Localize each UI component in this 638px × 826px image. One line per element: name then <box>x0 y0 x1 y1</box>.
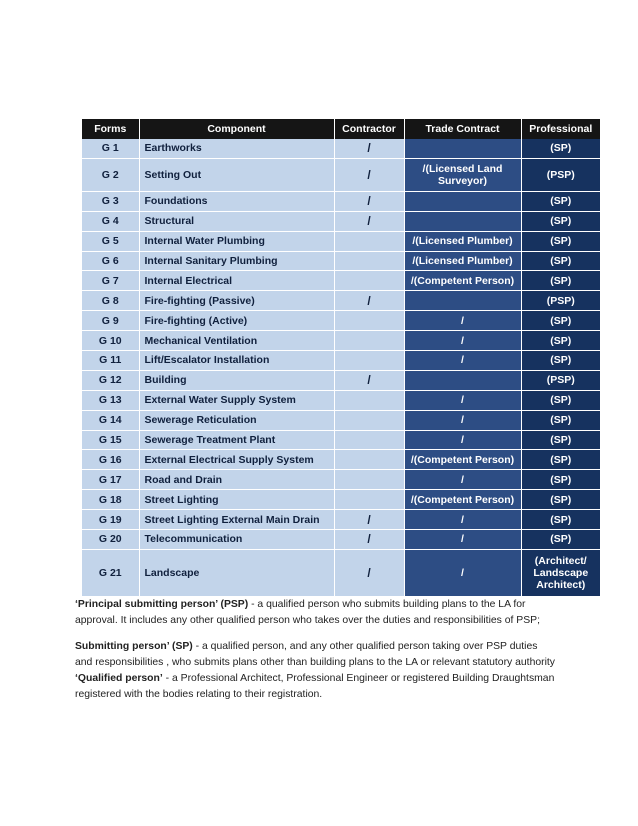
component-cell: Street Lighting <box>139 490 334 510</box>
component-cell: External Water Supply System <box>139 390 334 410</box>
component-cell: External Electrical Supply System <box>139 450 334 470</box>
professional-cell: (SP) <box>521 390 600 410</box>
trade-contract-cell: /(Licensed Plumber) <box>404 251 521 271</box>
component-cell: Setting Out <box>139 158 334 191</box>
form-cell: G 16 <box>82 450 139 470</box>
table-body <box>82 139 600 596</box>
table-row <box>82 410 600 430</box>
form-cell: G 19 <box>82 510 139 530</box>
header-trade-contract: Trade Contract <box>404 119 521 139</box>
component-cell: Structural <box>139 211 334 231</box>
contractor-cell <box>334 450 404 470</box>
forms-table-figure <box>82 119 600 591</box>
component-cell: Mechanical Ventilation <box>139 331 334 351</box>
contractor-cell <box>334 331 404 351</box>
table-row <box>82 490 600 510</box>
form-cell: G 10 <box>82 331 139 351</box>
table-row <box>82 370 600 390</box>
form-cell: G 3 <box>82 191 139 211</box>
component-cell: Foundations <box>139 191 334 211</box>
form-cell: G 17 <box>82 470 139 490</box>
component-cell: Fire-fighting (Active) <box>139 311 334 331</box>
table-row <box>82 311 600 331</box>
trade-contract-cell: /(Competent Person) <box>404 490 521 510</box>
trade-contract-cell: / <box>404 390 521 410</box>
component-cell: Earthworks <box>139 139 334 158</box>
contractor-cell: / <box>334 139 404 158</box>
trade-contract-cell <box>404 370 521 390</box>
contractor-cell: / <box>334 370 404 390</box>
sp-text: - a qualified person, and any other qualified person taking over PSP duties and responsibilities , who submits plans other than building plans to the LA or relevant statutory authority <box>75 641 555 668</box>
table-row <box>82 211 600 231</box>
table-row <box>82 291 600 311</box>
header-professional: Professional <box>521 119 600 139</box>
form-cell: G 20 <box>82 530 139 550</box>
professional-cell: (SP) <box>521 351 600 371</box>
psp-definition <box>75 597 555 629</box>
component-cell: Internal Electrical <box>139 271 334 291</box>
table-row <box>82 450 600 470</box>
sp-term: Submitting person’ (SP) <box>75 641 193 652</box>
form-cell: G 12 <box>82 370 139 390</box>
professional-cell: (SP) <box>521 231 600 251</box>
professional-cell: (SP) <box>521 331 600 351</box>
trade-contract-cell: / <box>404 470 521 490</box>
trade-contract-cell: / <box>404 549 521 596</box>
professional-cell: (PSP) <box>521 291 600 311</box>
table-row <box>82 271 600 291</box>
header-contractor: Contractor <box>334 119 404 139</box>
professional-cell: (SP) <box>521 530 600 550</box>
professional-cell: (SP) <box>521 139 600 158</box>
table-row <box>82 530 600 550</box>
component-cell: Lift/Escalator Installation <box>139 351 334 371</box>
component-cell: Street Lighting External Main Drain <box>139 510 334 530</box>
professional-cell: (Architect/ Landscape Architect) <box>521 549 600 596</box>
form-cell: G 8 <box>82 291 139 311</box>
contractor-cell: / <box>334 510 404 530</box>
trade-contract-cell: /(Licensed Land Surveyor) <box>404 158 521 191</box>
professional-cell: (SP) <box>521 470 600 490</box>
table-row <box>82 470 600 490</box>
component-cell: Telecommunication <box>139 530 334 550</box>
trade-contract-cell: / <box>404 311 521 331</box>
professional-cell: (PSP) <box>521 158 600 191</box>
trade-contract-cell: /(Competent Person) <box>404 450 521 470</box>
contractor-cell <box>334 231 404 251</box>
trade-contract-cell: /(Competent Person) <box>404 271 521 291</box>
contractor-cell <box>334 271 404 291</box>
professional-cell: (SP) <box>521 251 600 271</box>
trade-contract-cell: / <box>404 410 521 430</box>
form-cell: G 7 <box>82 271 139 291</box>
contractor-cell: / <box>334 291 404 311</box>
component-cell: Sewerage Treatment Plant <box>139 430 334 450</box>
form-cell: G 1 <box>82 139 139 158</box>
table-row <box>82 231 600 251</box>
forms-table <box>82 119 600 597</box>
contractor-cell <box>334 470 404 490</box>
trade-contract-cell: / <box>404 430 521 450</box>
header-component: Component <box>139 119 334 139</box>
contractor-cell <box>334 251 404 271</box>
professional-cell: (SP) <box>521 271 600 291</box>
contractor-cell: / <box>334 158 404 191</box>
table-header-row <box>82 119 600 139</box>
form-cell: G 4 <box>82 211 139 231</box>
sp-definition <box>75 639 555 671</box>
component-cell: Internal Sanitary Plumbing <box>139 251 334 271</box>
component-cell: Road and Drain <box>139 470 334 490</box>
contractor-cell <box>334 410 404 430</box>
contractor-cell <box>334 311 404 331</box>
form-cell: G 21 <box>82 549 139 596</box>
form-cell: G 11 <box>82 351 139 371</box>
contractor-cell: / <box>334 549 404 596</box>
trade-contract-cell: /(Licensed Plumber) <box>404 231 521 251</box>
contractor-cell: / <box>334 211 404 231</box>
table-row <box>82 549 600 596</box>
contractor-cell: / <box>334 530 404 550</box>
professional-cell: (SP) <box>521 450 600 470</box>
form-cell: G 14 <box>82 410 139 430</box>
professional-cell: (SP) <box>521 191 600 211</box>
component-cell: Internal Water Plumbing <box>139 231 334 251</box>
component-cell: Building <box>139 370 334 390</box>
contractor-cell <box>334 351 404 371</box>
form-cell: G 2 <box>82 158 139 191</box>
trade-contract-cell: / <box>404 510 521 530</box>
table-row <box>82 510 600 530</box>
form-cell: G 9 <box>82 311 139 331</box>
professional-cell: (SP) <box>521 430 600 450</box>
trade-contract-cell <box>404 291 521 311</box>
table-row <box>82 251 600 271</box>
professional-cell: (SP) <box>521 510 600 530</box>
table-row <box>82 139 600 158</box>
contractor-cell: / <box>334 191 404 211</box>
trade-contract-cell <box>404 139 521 158</box>
professional-cell: (PSP) <box>521 370 600 390</box>
header-forms: Forms <box>82 119 139 139</box>
contractor-cell <box>334 490 404 510</box>
table-row <box>82 158 600 191</box>
qp-term: ‘Qualified person’ <box>75 673 163 684</box>
table-row <box>82 191 600 211</box>
form-cell: G 13 <box>82 390 139 410</box>
component-cell: Fire-fighting (Passive) <box>139 291 334 311</box>
qp-definition <box>75 671 555 703</box>
qp-text: - a Professional Architect, Professional Engineer or registered Building Draughtsman registered with the bodies relating to their registration. <box>75 673 555 700</box>
table-row <box>82 331 600 351</box>
table-row <box>82 351 600 371</box>
table-row <box>82 390 600 410</box>
component-cell: Sewerage Reticulation <box>139 410 334 430</box>
component-cell: Landscape <box>139 549 334 596</box>
professional-cell: (SP) <box>521 311 600 331</box>
form-cell: G 6 <box>82 251 139 271</box>
form-cell: G 5 <box>82 231 139 251</box>
professional-cell: (SP) <box>521 410 600 430</box>
trade-contract-cell <box>404 211 521 231</box>
table-row <box>82 430 600 450</box>
trade-contract-cell: / <box>404 331 521 351</box>
definitions <box>75 597 555 703</box>
trade-contract-cell: / <box>404 351 521 371</box>
form-cell: G 18 <box>82 490 139 510</box>
psp-text: - a qualified person who submits building plans to the LA for approval. It includes any other qualified person who takes over the duties and responsibilities of PSP; <box>75 599 540 626</box>
contractor-cell <box>334 430 404 450</box>
psp-term: ‘Principal submitting person’ (PSP) <box>75 599 249 610</box>
trade-contract-cell: / <box>404 530 521 550</box>
form-cell: G 15 <box>82 430 139 450</box>
professional-cell: (SP) <box>521 211 600 231</box>
professional-cell: (SP) <box>521 490 600 510</box>
contractor-cell <box>334 390 404 410</box>
trade-contract-cell <box>404 191 521 211</box>
